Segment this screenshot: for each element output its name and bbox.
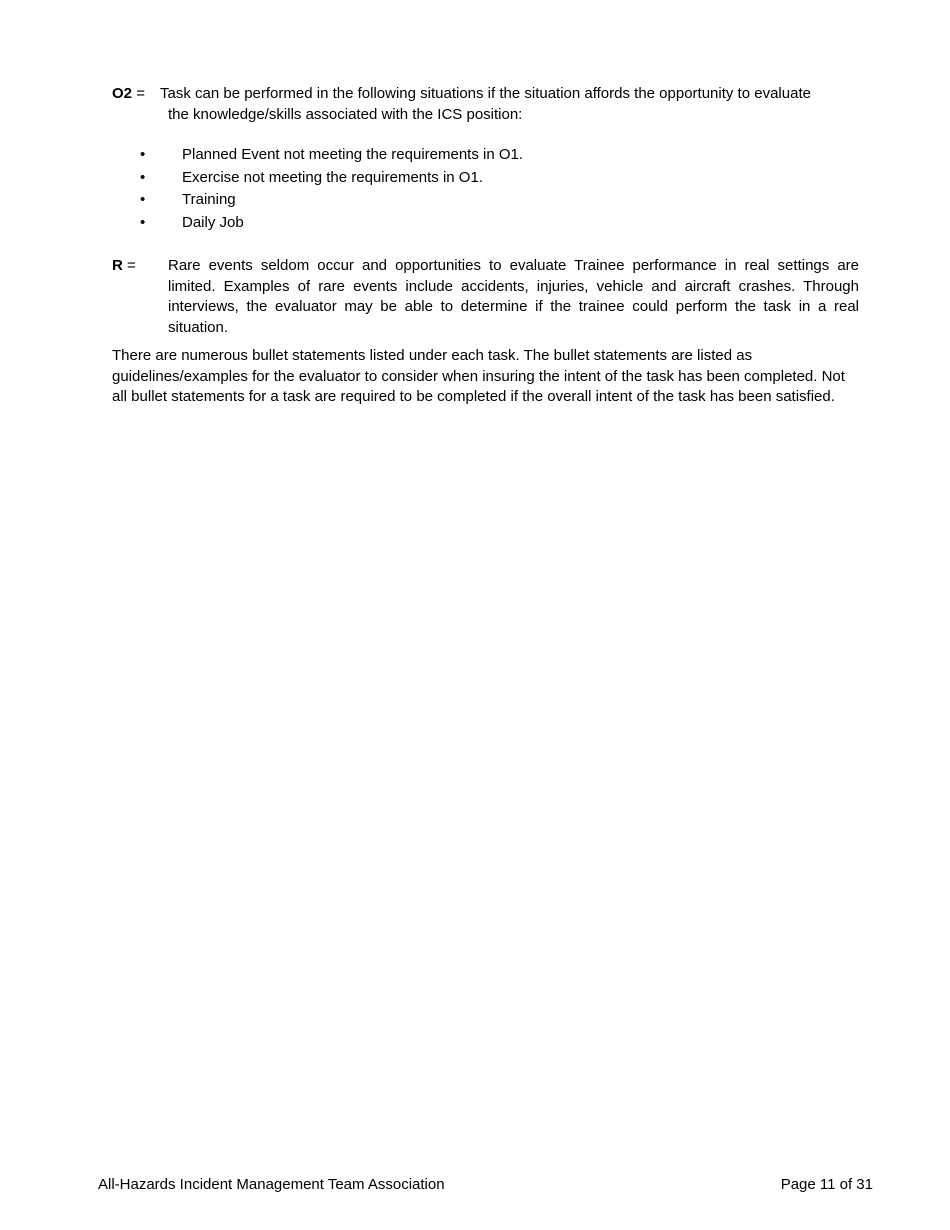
o2-first-line bbox=[112, 84, 859, 105]
footer-organization: All-Hazards Incident Management Team Association bbox=[98, 1176, 445, 1193]
r-equals: = bbox=[127, 257, 136, 274]
bullet-text: Planned Event not meeting the requirements in O1. bbox=[182, 146, 524, 163]
o2-code: O2 bbox=[112, 85, 133, 102]
o2-line2: the knowledge/skills associated with the ICS position: bbox=[168, 105, 523, 123]
o2-label bbox=[112, 84, 160, 105]
o2-line1: Task can be performed in the following situations if the situation affords the opportunity to evaluate bbox=[160, 85, 811, 102]
bullet-icon: • bbox=[140, 146, 146, 163]
footer-page-number: Page 11 of 31 bbox=[780, 1176, 873, 1193]
bullet-text: Daily Job bbox=[182, 213, 244, 231]
o2-definition bbox=[112, 84, 859, 125]
bullet-text: Exercise not meeting the requirements in O1. bbox=[182, 168, 483, 186]
bullet-text: Training bbox=[182, 191, 236, 208]
bullet-statement-note: There are numerous bullet statements listed under each task. The bullet statements are listed as guidelines/examples for the evaluator to consider when insuring the intent of the task has been completed. Not all bullet statements for a task are required to be completed if the overall intent of the task has been satisfied. bbox=[112, 347, 845, 405]
bullet-icon: • bbox=[140, 191, 146, 208]
bullet-icon: • bbox=[140, 168, 146, 186]
r-label bbox=[112, 256, 168, 338]
r-text: Rare events seldom occur and opportunities to evaluate Trainee performance in real settings are limited. Examples of rare events include accidents, injuries, vehicle and aircraft crashes. Through interviews, the evaluator may be able to determine if the trainee could perform the task in a real situation. bbox=[168, 257, 859, 336]
page-footer bbox=[98, 1175, 873, 1196]
r-definition bbox=[112, 256, 859, 338]
bullet-icon: • bbox=[140, 213, 146, 231]
o2-equals: = bbox=[136, 85, 145, 102]
r-code: R bbox=[112, 257, 123, 274]
